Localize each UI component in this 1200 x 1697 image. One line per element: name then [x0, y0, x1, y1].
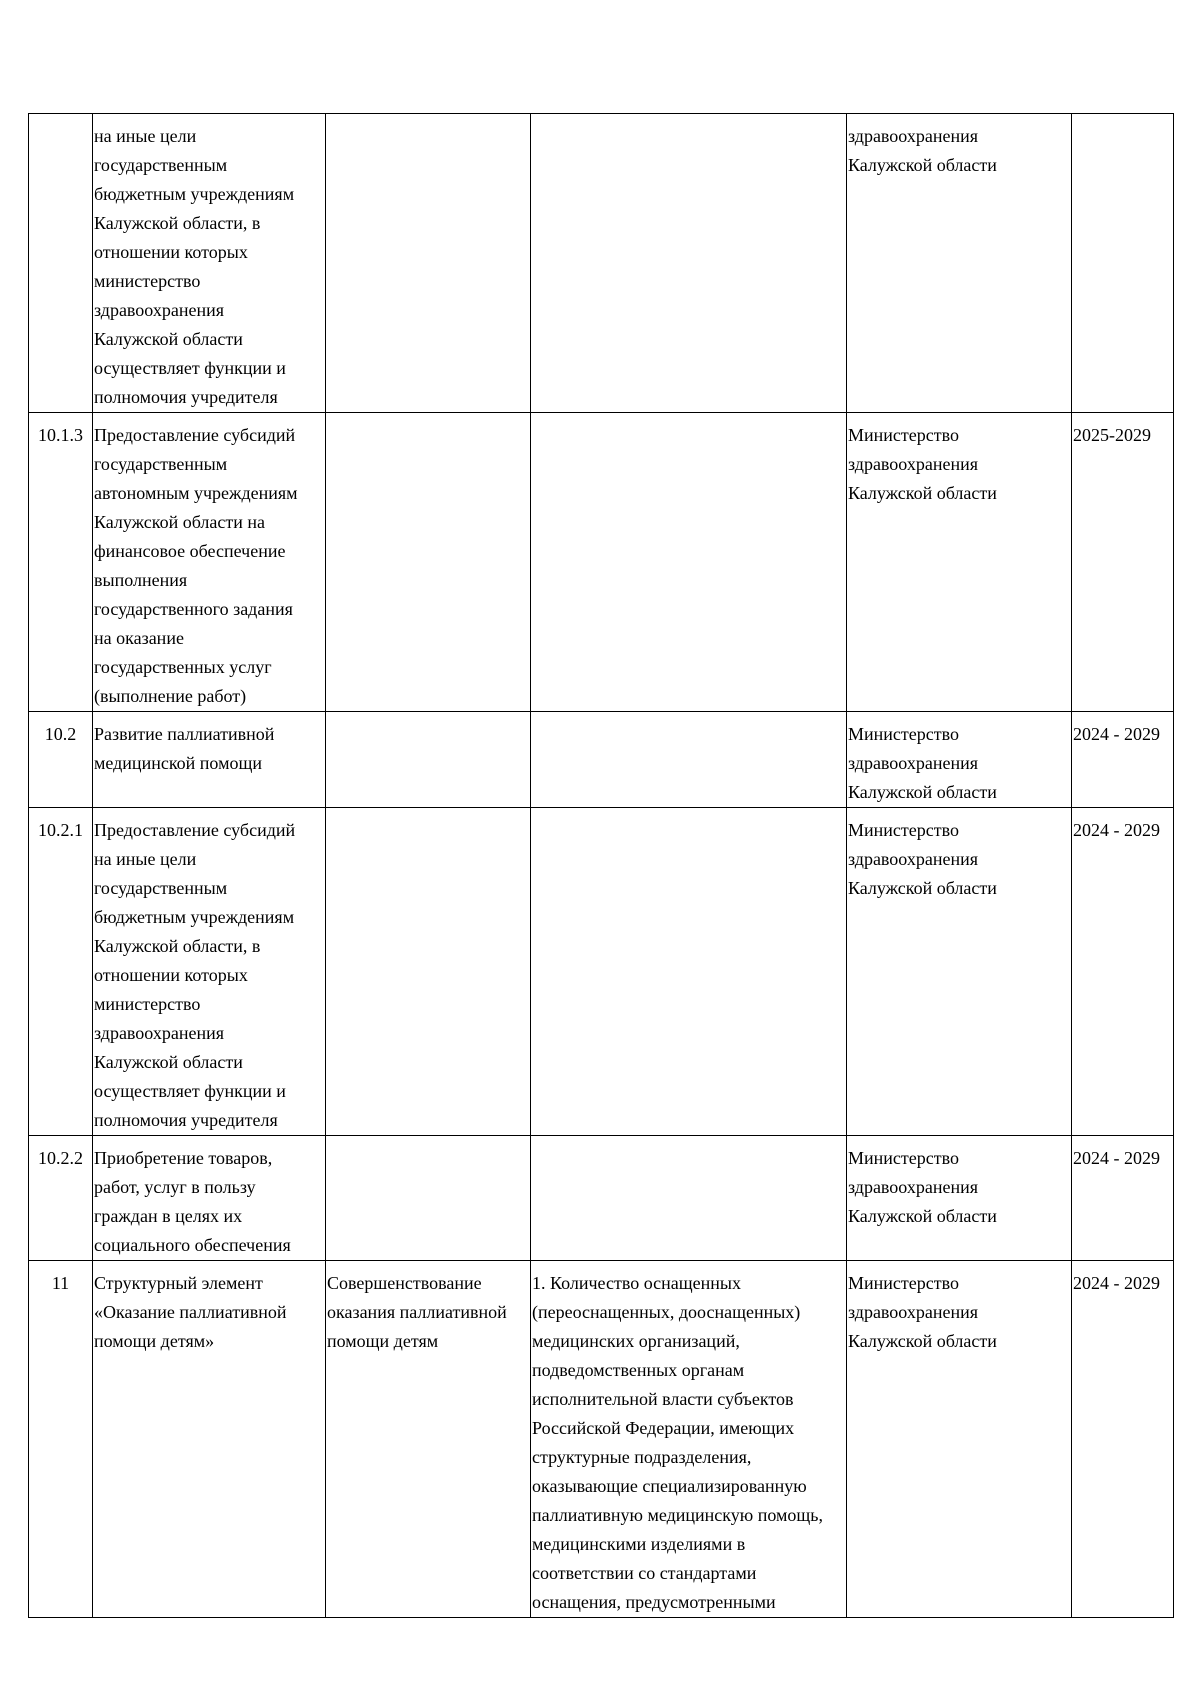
measure-name-cell-line: здравоохранения [94, 1023, 225, 1043]
measure-name-cell-line: выполнения [94, 570, 188, 590]
responsible-cell-line: Калужской области [848, 483, 997, 503]
measure-name-cell-line: «Оказание паллиативной [94, 1302, 287, 1322]
measure-name-cell-line: бюджетным учреждениям [94, 907, 295, 927]
measure-name-cell-line: Предоставление субсидий [94, 820, 296, 840]
period-cell [1072, 1136, 1174, 1261]
measure-name-cell-line: на иные цели [94, 126, 197, 146]
indicator-cell-line: исполнительной власти субъектов [532, 1389, 794, 1409]
responsible-cell-text [848, 816, 1071, 903]
period-cell [1072, 1261, 1174, 1618]
responsible-cell [847, 1136, 1072, 1261]
measure-name-cell-line: здравоохранения [94, 300, 225, 320]
row-number-cell-text [29, 816, 92, 845]
period-cell-text [1073, 421, 1173, 450]
indicator-cell [531, 413, 847, 712]
period-cell [1072, 114, 1174, 413]
row-number-cell [29, 808, 93, 1136]
measure-name-cell-line: государственным [94, 454, 228, 474]
period-cell-value: 2024 - 2029 [1073, 724, 1160, 744]
measure-name-cell-line: (выполнение работ) [94, 686, 247, 706]
measure-name-cell-line: бюджетным учреждениям [94, 184, 295, 204]
measure-name-cell-line: Предоставление субсидий [94, 425, 296, 445]
measure-name-cell-line: полномочия учредителя [94, 1110, 278, 1130]
indicator-cell [531, 114, 847, 413]
measure-name-cell-line: Калужской области, в [94, 936, 261, 956]
measure-name-cell-line: работ, услуг в пользу [94, 1177, 256, 1197]
task-cell [326, 114, 531, 413]
row-number-cell [29, 413, 93, 712]
row-number-cell [29, 1136, 93, 1261]
indicator-cell [531, 808, 847, 1136]
responsible-cell-line: здравоохранения [848, 126, 979, 146]
period-cell-text [1073, 720, 1173, 749]
period-cell-text [1073, 816, 1173, 845]
task-cell [326, 1261, 531, 1618]
measure-name-cell-text [94, 421, 325, 711]
measure-name-cell-line: Калужской области на [94, 512, 266, 532]
measure-name-cell-line: отношении которых [94, 242, 248, 262]
responsible-cell-line: здравоохранения [848, 1302, 979, 1322]
measure-name-cell-line: Калужской области [94, 1052, 243, 1072]
row-number-cell [29, 712, 93, 808]
responsible-cell-line: здравоохранения [848, 753, 979, 773]
indicator-cell-line: медицинскими изделиями в [532, 1534, 746, 1554]
responsible-cell-line: Министерство [848, 820, 959, 840]
measure-name-cell-line: Структурный элемент [94, 1273, 263, 1293]
table-row [29, 413, 1174, 712]
responsible-cell-line: здравоохранения [848, 849, 979, 869]
measure-name-cell-line: помощи детям» [94, 1331, 215, 1351]
responsible-cell-line: Калужской области [848, 155, 997, 175]
period-cell [1072, 413, 1174, 712]
table-row [29, 712, 1174, 808]
period-cell-value: 2024 - 2029 [1073, 1148, 1160, 1168]
task-cell [326, 413, 531, 712]
measure-name-cell-line: государственного задания [94, 599, 293, 619]
measure-name-cell [93, 712, 326, 808]
row-number-cell-value: 10.2 [44, 724, 77, 744]
measure-name-cell-line: осуществляет функции и [94, 1081, 286, 1101]
measure-name-cell-line: автономным учреждениям [94, 483, 298, 503]
measure-name-cell-line: полномочия учредителя [94, 387, 278, 407]
measure-name-cell-line: граждан в целях их [94, 1206, 243, 1226]
indicator-cell-text [532, 1269, 846, 1617]
table-row [29, 114, 1174, 413]
row-number-cell-text [29, 1269, 92, 1298]
indicator-cell-line: оснащения, предусмотренными [532, 1592, 776, 1612]
responsible-cell-text [848, 1269, 1071, 1356]
measure-name-cell-line: министерство [94, 994, 201, 1014]
responsible-cell [847, 1261, 1072, 1618]
table-row [29, 1261, 1174, 1618]
measure-name-cell [93, 413, 326, 712]
responsible-cell-line: Калужской области [848, 782, 997, 802]
task-cell [326, 1136, 531, 1261]
measure-name-cell-line: государственным [94, 878, 228, 898]
task-cell-text [327, 1269, 530, 1356]
measure-name-cell-line: государственным [94, 155, 228, 175]
row-number-cell [29, 114, 93, 413]
responsible-cell-line: Калужской области [848, 1331, 997, 1351]
task-cell-line: оказания паллиативной [327, 1302, 507, 1322]
responsible-cell-line: Министерство [848, 1148, 959, 1168]
responsible-cell [847, 808, 1072, 1136]
indicator-cell-line: медицинских организаций, [532, 1331, 740, 1351]
measure-name-cell-line: Калужской области, в [94, 213, 261, 233]
measure-name-cell-line: финансовое обеспечение [94, 541, 286, 561]
row-number-cell-value: 10.2.2 [38, 1148, 83, 1168]
responsible-cell-line: здравоохранения [848, 1177, 979, 1197]
responsible-cell-line: Министерство [848, 425, 959, 445]
responsible-cell [847, 413, 1072, 712]
indicator-cell-line: подведомственных органам [532, 1360, 745, 1380]
measure-name-cell-line: на оказание [94, 628, 184, 648]
measure-name-cell-line: Приобретение товаров, [94, 1148, 273, 1168]
row-number-cell [29, 1261, 93, 1618]
row-number-cell-value: 10.1.3 [38, 425, 83, 445]
responsible-cell-line: Министерство [848, 1273, 959, 1293]
measure-name-cell-line: медицинской помощи [94, 753, 262, 773]
measure-name-cell-text [94, 122, 325, 412]
row-number-cell-value: 11 [51, 1273, 70, 1293]
measure-name-cell-line: социального обеспечения [94, 1235, 291, 1255]
period-cell-text [1073, 1144, 1173, 1173]
period-cell-value: 2025-2029 [1073, 425, 1151, 445]
indicator-cell-line: (переоснащенных, дооснащенных) [532, 1302, 801, 1322]
measure-name-cell-line: на иные цели [94, 849, 197, 869]
row-number-cell-text [29, 122, 92, 151]
indicator-cell-line: 1. Количество оснащенных [532, 1273, 741, 1293]
measure-name-cell-line: осуществляет функции и [94, 358, 286, 378]
row-number-cell-text [29, 1144, 92, 1173]
measure-name-cell-line: отношении которых [94, 965, 248, 985]
row-number-cell-text [29, 421, 92, 450]
indicator-cell-line: паллиативную медицинскую помощь, [532, 1505, 823, 1525]
measure-name-cell-line: министерство [94, 271, 201, 291]
period-cell [1072, 712, 1174, 808]
responsible-cell-text [848, 720, 1071, 807]
responsible-cell-line: Калужской области [848, 1206, 997, 1226]
period-cell [1072, 808, 1174, 1136]
measure-name-cell-line: Калужской области [94, 329, 243, 349]
indicator-cell-line: Российской Федерации, имеющих [532, 1418, 795, 1438]
measures-table [28, 113, 1174, 1618]
period-cell-value: 2024 - 2029 [1073, 820, 1160, 840]
task-cell [326, 712, 531, 808]
responsible-cell [847, 712, 1072, 808]
responsible-cell-text [848, 122, 1071, 180]
table-row [29, 1136, 1174, 1261]
measure-name-cell-line: государственных услуг [94, 657, 272, 677]
table-row [29, 808, 1174, 1136]
responsible-cell-line: Калужской области [848, 878, 997, 898]
row-number-cell-value: 10.2.1 [38, 820, 83, 840]
task-cell-line: помощи детям [327, 1331, 439, 1351]
row-number-cell-value [29, 122, 92, 151]
indicator-cell [531, 712, 847, 808]
indicator-cell [531, 1136, 847, 1261]
measure-name-cell-text [94, 1144, 325, 1260]
indicator-cell-line: оказывающие специализированную [532, 1476, 807, 1496]
responsible-cell-text [848, 421, 1071, 508]
period-cell-text [1073, 122, 1173, 151]
responsible-cell-line: Министерство [848, 724, 959, 744]
measure-name-cell-text [94, 1269, 325, 1356]
responsible-cell-text [848, 1144, 1071, 1231]
period-cell-text [1073, 1269, 1173, 1298]
measure-name-cell-line: Развитие паллиативной [94, 724, 275, 744]
indicator-cell-line: соответствии со стандартами [532, 1563, 757, 1583]
responsible-cell-line: здравоохранения [848, 454, 979, 474]
measure-name-cell [93, 808, 326, 1136]
measure-name-cell [93, 1261, 326, 1618]
row-number-cell-text [29, 720, 92, 749]
period-cell-value: 2024 - 2029 [1073, 1273, 1160, 1293]
measure-name-cell [93, 1136, 326, 1261]
measure-name-cell [93, 114, 326, 413]
indicator-cell-line: структурные подразделения, [532, 1447, 752, 1467]
task-cell [326, 808, 531, 1136]
measure-name-cell-text [94, 720, 325, 778]
measure-name-cell-text [94, 816, 325, 1135]
task-cell-line: Совершенствование [327, 1273, 482, 1293]
period-cell-value [1073, 122, 1173, 151]
responsible-cell [847, 114, 1072, 413]
indicator-cell [531, 1261, 847, 1618]
